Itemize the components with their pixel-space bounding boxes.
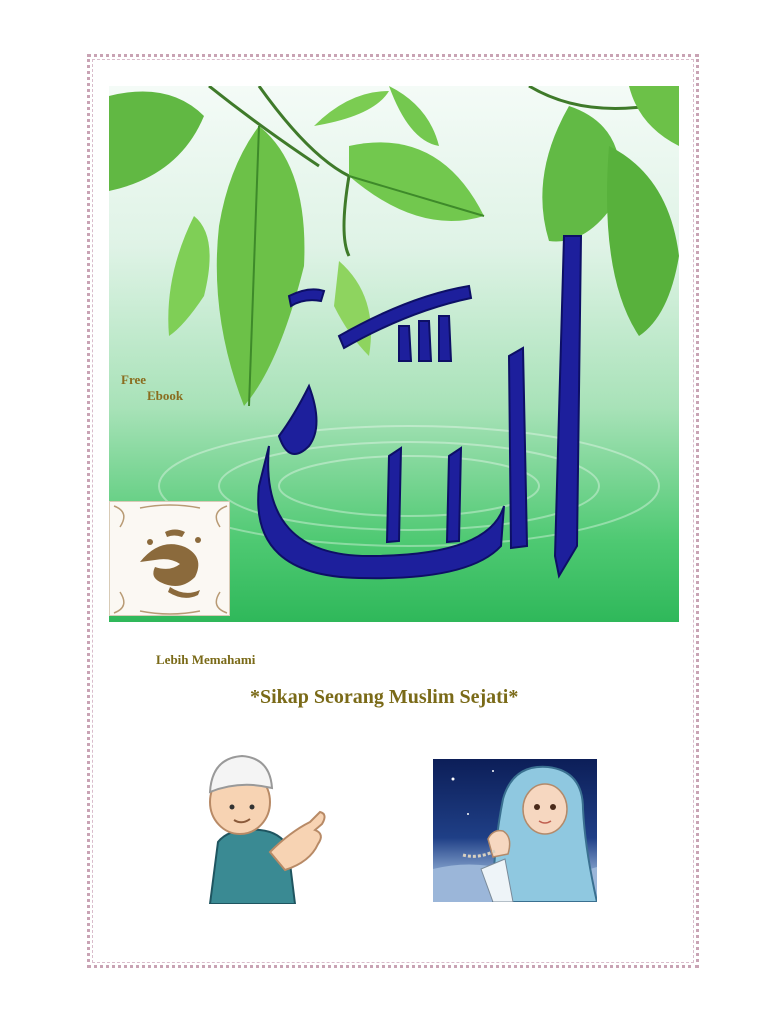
calligraphy-image bbox=[258, 236, 581, 578]
leaves-image bbox=[109, 86, 679, 406]
muslim-boy-image bbox=[200, 752, 330, 904]
page-title: *Sikap Seorang Muslim Sejati* bbox=[250, 686, 519, 708]
ebook-label: Ebook bbox=[147, 388, 184, 403]
free-ebook-label bbox=[121, 372, 183, 404]
ripples-image bbox=[159, 426, 659, 546]
seal-image bbox=[109, 501, 230, 616]
subtitle: Lebih Memahami bbox=[156, 652, 256, 667]
muslim-girl-image bbox=[433, 759, 597, 902]
free-label: Free bbox=[121, 372, 147, 387]
